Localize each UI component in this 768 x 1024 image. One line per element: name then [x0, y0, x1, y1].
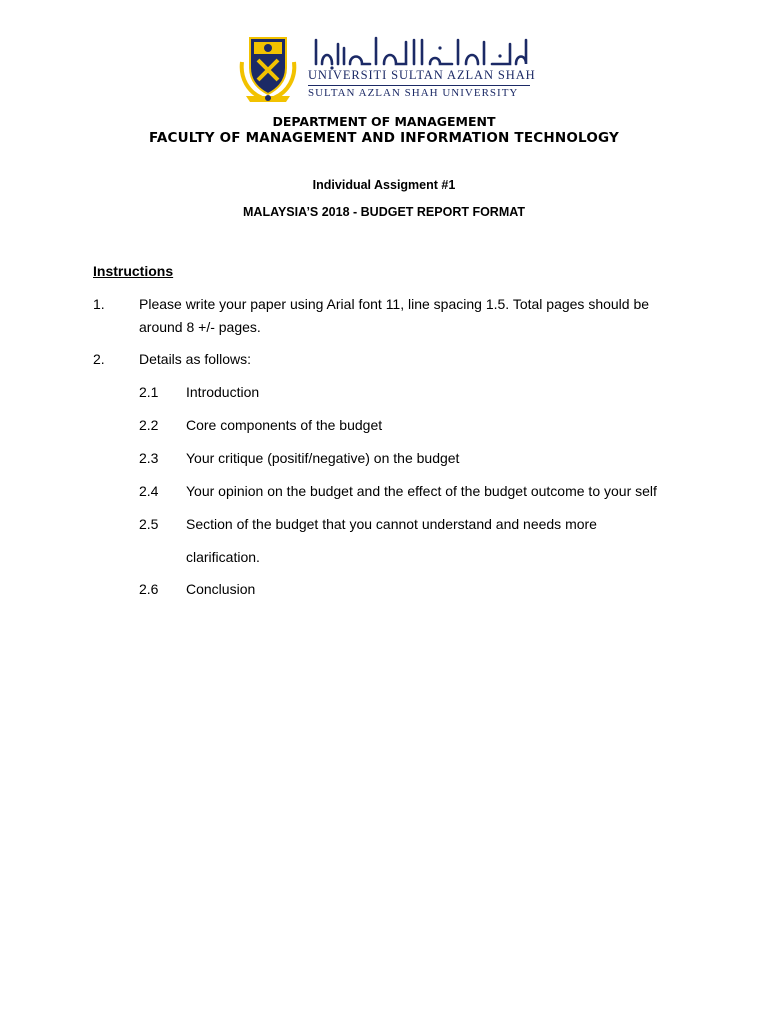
university-crest-icon [236, 32, 300, 104]
logo-divider [308, 85, 530, 86]
sub-item-text: Conclusion [186, 581, 256, 597]
list-item-number: 2. [93, 351, 105, 367]
sub-item-number: 2.1 [139, 384, 159, 400]
sub-item-number: 2.3 [139, 450, 159, 466]
instructions-heading: Instructions [93, 263, 174, 279]
sub-item-number: 2.4 [139, 483, 159, 499]
list-item-number: 1. [93, 296, 105, 312]
sub-item-text: Introduction [186, 384, 260, 400]
department-heading: DEPARTMENT OF MANAGEMENT [272, 114, 496, 129]
list-item-text: Please write your paper using Arial font 11, line spacing 1.5. Total pages should be [139, 296, 650, 312]
assignment-title: Individual Assigment #1 [312, 178, 456, 192]
university-name-malay: UNIVERSITI SULTAN AZLAN SHAH [308, 68, 536, 82]
sub-item-number: 2.2 [139, 417, 159, 433]
list-item-text: Details as follows: [139, 351, 252, 367]
arabic-wordmark-icon [310, 34, 532, 72]
sub-item-text: Your critique (positif/negative) on the budget [186, 450, 460, 466]
faculty-heading: FACULTY OF MANAGEMENT AND INFORMATION TECHNOLOGY [148, 130, 619, 146]
sub-item-number: 2.5 [139, 516, 159, 532]
sub-item-text: Section of the budget that you cannot understand and needs more [186, 516, 597, 532]
university-logo [236, 30, 536, 106]
sub-item-text: Core components of the budget [186, 417, 383, 433]
university-name-english: SULTAN AZLAN SHAH UNIVERSITY [308, 87, 519, 99]
sub-item-text: Your opinion on the budget and the effect of the budget outcome to your self [186, 483, 657, 499]
sub-item-number: 2.6 [139, 581, 159, 597]
list-item-text: around 8 +/- pages. [139, 319, 261, 335]
sub-item-text: clarification. [186, 549, 260, 565]
report-title: MALAYSIA’S 2018 - BUDGET REPORT FORMAT [243, 205, 525, 219]
